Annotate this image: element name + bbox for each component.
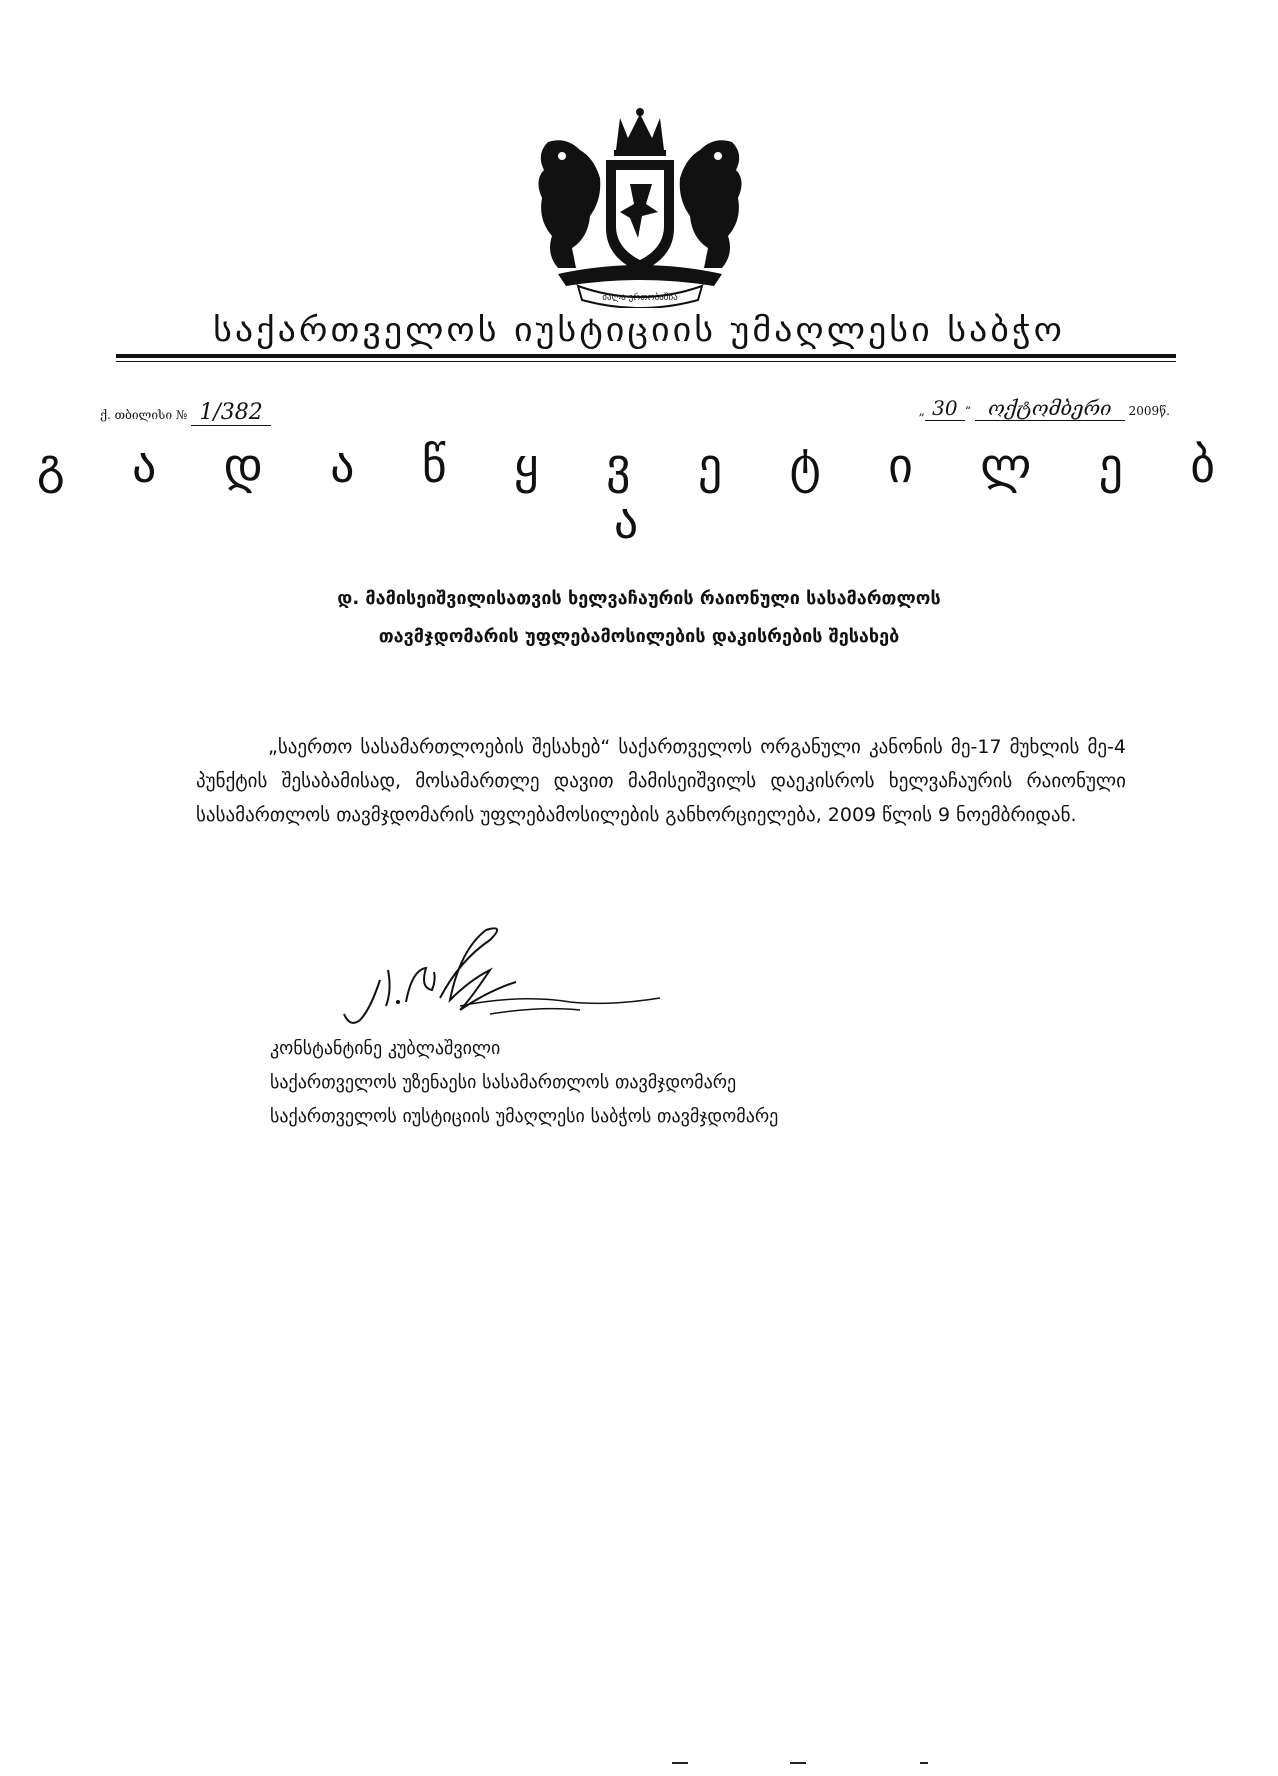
- subject-line-1: დ. მამისეიშვილისათვის ხელვაჩაურის რაიონული სასამართლოს: [337, 588, 941, 609]
- date-year: 2009წ.: [1128, 404, 1170, 418]
- signatory-title-2: საქართველოს იუსტიციის უმაღლესი საბჭოს თავმჯდომარე: [270, 1106, 779, 1127]
- handwritten-signature-icon: [340, 910, 700, 1050]
- number-value: 1/382: [191, 400, 271, 426]
- document-number: [100, 400, 271, 426]
- document-date: „ 30 “ ოქტომბერი 2009წ.: [918, 396, 1170, 420]
- bottom-mark: [672, 1762, 688, 1764]
- page-bottom-marks: [0, 1762, 1278, 1766]
- number-label: ქ. თბილისი №: [100, 408, 188, 422]
- subject-line-2: თავმჯდომარის უფლებამოსილების დაკისრების შესახებ: [378, 626, 900, 647]
- signatory-block: [270, 1032, 778, 1134]
- emblem-ribbon-text: ძალა ერთობაშია: [602, 293, 678, 303]
- signatory-name: კონსტანტინე კუბლაშვილი: [270, 1038, 501, 1059]
- bottom-mark: [920, 1762, 928, 1764]
- coat-of-arms-icon: [518, 108, 762, 308]
- header-rule-thick: [116, 354, 1176, 358]
- coat-of-arms-emblem: [518, 108, 762, 308]
- signatory-title-1: საქართველოს უზენაესი სასამართლოს თავმჯდომარე: [270, 1072, 737, 1093]
- document-type-heading: გ ა დ ა წ ყ ვ ე ტ ი ლ ე ბ ა: [36, 438, 1242, 550]
- date-day: 30: [925, 396, 965, 421]
- document-body: „საერთო სასამართლოების შესახებ“ საქართველოს ორგანული კანონის მე-17 მუხლის მე-4 პუნქტის შესაბამისად, მოსამართლე დავით მამისეიშვილს დაეკისროს ხელვაჩაურის რაიონული სასამართლოს თავმჯდომარის უფლებამოსილების განხორციელება, 2009 წლის 9 ნოემბრიდან.: [196, 736, 1126, 826]
- header-rule-thin: [116, 361, 1176, 362]
- organization-name: საქართველოს იუსტიციის უმაღლესი საბჭო: [213, 312, 1065, 349]
- date-month: ოქტომბერი: [975, 396, 1125, 421]
- signature-icon: [340, 910, 700, 1050]
- bottom-mark: [790, 1762, 806, 1764]
- document-subject: [0, 580, 1278, 656]
